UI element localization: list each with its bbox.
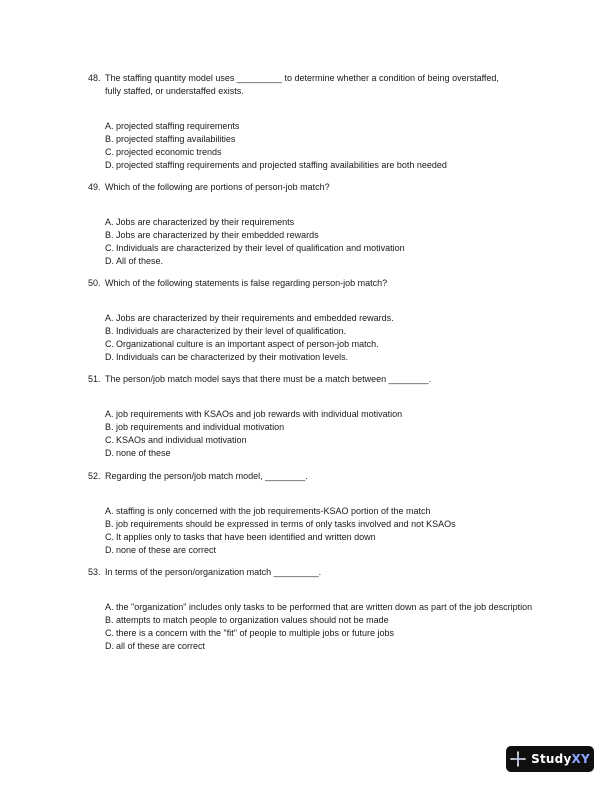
option-text: the "organization" includes only tasks to be performed that are written down as part of the job description <box>116 602 533 612</box>
option-text: KSAOs and individual motivation <box>116 434 247 445</box>
option-a <box>105 216 545 229</box>
option-a <box>105 601 545 614</box>
question-stem: Which of the following are portions of person-job match? <box>105 182 330 192</box>
question-stem: The staffing quantity model uses _________ to determine whether a condition of being overstaffed, fully staffed, or understaffed exists. <box>105 73 499 96</box>
question-number: 48. <box>88 73 101 83</box>
option-letter: B. <box>105 229 114 240</box>
option-letter: A. <box>105 409 114 419</box>
option-text: All of these. <box>116 255 164 266</box>
question-number: 53. <box>88 567 101 577</box>
plus-icon <box>510 751 526 767</box>
option-text: none of these are correct <box>116 544 217 555</box>
option-text: staffing is only concerned with the job requirements-KSAO portion of the match <box>116 506 431 516</box>
option-text: It applies only to tasks that have been identified and written down <box>116 531 376 542</box>
option-text: Individuals are characterized by their level of qualification and motivation <box>116 242 405 253</box>
option-a <box>105 505 545 518</box>
option-text: Individuals can be characterized by their motivation levels. <box>116 351 349 362</box>
option-b <box>105 518 545 531</box>
option-c <box>105 146 545 159</box>
option-letter: C. <box>105 146 114 157</box>
option-c <box>105 338 545 351</box>
option-text: job requirements should be expressed in terms of only tasks involved and not KSAOs <box>116 518 456 529</box>
options-48 <box>105 120 545 172</box>
question-stem: In terms of the person/organization match _________. <box>105 567 322 577</box>
option-text: Jobs are characterized by their requirements and embedded rewards. <box>116 313 394 323</box>
option-d <box>105 255 545 268</box>
option-d <box>105 351 545 364</box>
option-d <box>105 640 545 653</box>
option-text: Individuals are characterized by their level of qualification. <box>116 325 347 336</box>
option-text: attempts to match people to organization values should not be made <box>116 614 389 625</box>
option-text: there is a concern with the "fit" of people to multiple jobs or future jobs <box>116 627 395 638</box>
option-b <box>105 229 545 242</box>
option-text: projected staffing requirements and projected staffing availabilities are both needed <box>116 159 447 170</box>
option-letter: D. <box>105 351 114 362</box>
options-49 <box>105 216 545 268</box>
options-53 <box>105 601 545 653</box>
option-letter: A. <box>105 121 114 131</box>
question-stem: Which of the following statements is false regarding person-job match? <box>105 278 388 288</box>
option-letter: A. <box>105 217 114 227</box>
option-letter: D. <box>105 255 114 266</box>
question-number: 51. <box>88 374 101 384</box>
option-b <box>105 614 545 627</box>
option-d <box>105 544 545 557</box>
option-letter: C. <box>105 242 114 253</box>
question-48 <box>88 72 508 98</box>
option-text: job requirements with KSAOs and job rewards with individual motivation <box>116 409 403 419</box>
question-52 <box>88 470 508 483</box>
option-c <box>105 627 545 640</box>
options-52 <box>105 505 545 557</box>
studyxy-logo[interactable] <box>506 746 594 772</box>
option-letter: B. <box>105 518 114 529</box>
option-letter: C. <box>105 434 114 445</box>
option-a <box>105 120 545 133</box>
options-51 <box>105 408 545 460</box>
option-c <box>105 531 545 544</box>
logo-prefix: Study <box>531 752 572 766</box>
question-49 <box>88 181 508 194</box>
option-letter: B. <box>105 133 114 144</box>
option-text: Jobs are characterized by their embedded rewards <box>116 229 319 240</box>
option-text: projected staffing availabilities <box>116 133 236 144</box>
option-text: all of these are correct <box>116 640 206 651</box>
option-letter: C. <box>105 338 114 349</box>
question-number: 50. <box>88 278 101 288</box>
option-c <box>105 242 545 255</box>
question-stem: Regarding the person/job match model, ________. <box>105 471 308 481</box>
option-letter: A. <box>105 506 114 516</box>
option-letter: A. <box>105 602 114 612</box>
option-letter: D. <box>105 159 114 170</box>
question-50 <box>88 277 508 290</box>
question-53 <box>88 566 508 579</box>
option-d <box>105 447 545 460</box>
option-letter: B. <box>105 325 114 336</box>
option-d <box>105 159 545 172</box>
option-text: job requirements and individual motivation <box>116 421 285 432</box>
option-c <box>105 434 545 447</box>
option-letter: B. <box>105 614 114 625</box>
option-b <box>105 421 545 434</box>
question-number: 52. <box>88 471 101 481</box>
option-a <box>105 312 545 325</box>
option-letter: C. <box>105 531 114 542</box>
option-text: Jobs are characterized by their requirements <box>116 217 295 227</box>
option-letter: C. <box>105 627 114 638</box>
option-letter: A. <box>105 313 114 323</box>
question-stem: The person/job match model says that there must be a match between ________. <box>105 374 432 384</box>
logo-text <box>531 752 590 766</box>
option-text: Organizational culture is an important aspect of person-job match. <box>116 338 379 349</box>
option-letter: D. <box>105 447 114 458</box>
option-letter: D. <box>105 544 114 555</box>
question-51 <box>88 373 508 386</box>
option-letter: D. <box>105 640 114 651</box>
option-letter: B. <box>105 421 114 432</box>
option-a <box>105 408 545 421</box>
option-text: projected staffing requirements <box>116 121 240 131</box>
option-text: projected economic trends <box>116 146 222 157</box>
logo-accent: XY <box>571 752 590 766</box>
options-50 <box>105 312 545 364</box>
option-text: none of these <box>116 447 171 458</box>
option-b <box>105 325 545 338</box>
option-b <box>105 133 545 146</box>
question-number: 49. <box>88 182 101 192</box>
